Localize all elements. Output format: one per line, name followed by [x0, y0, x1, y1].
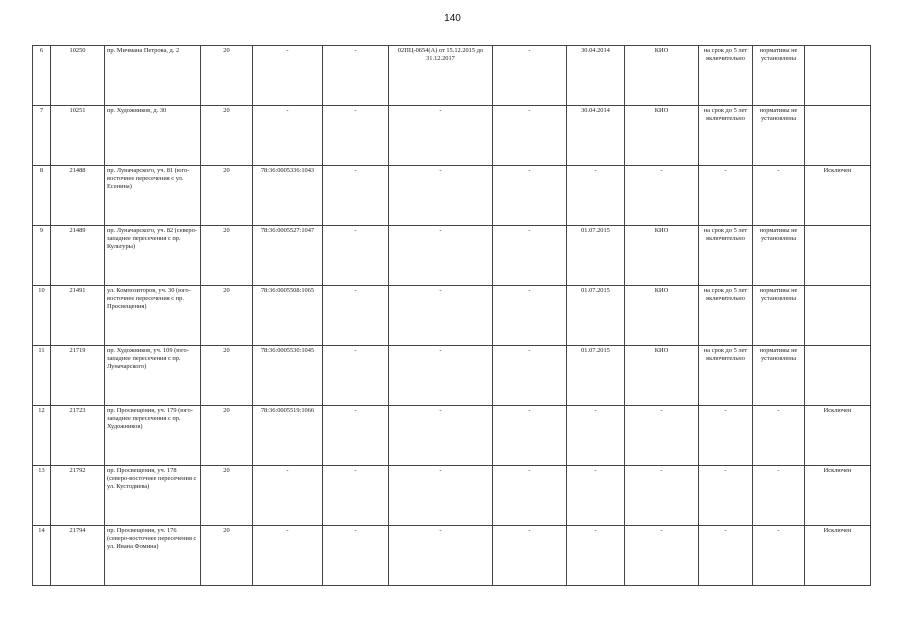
- cell-row-number: 8: [33, 166, 51, 226]
- cell-agreement: 02ПЦ-0654(А) от 15.12.2015 до 31.12.2017: [389, 46, 493, 106]
- cell-date: 01.07.2015: [567, 286, 625, 346]
- cell-row-number: 12: [33, 406, 51, 466]
- cell-zone: 20: [201, 466, 253, 526]
- cell-column-6: -: [323, 226, 389, 286]
- cell-norms: нормативы не установлены: [753, 46, 805, 106]
- cell-note: [805, 226, 871, 286]
- cell-code: 10251: [51, 106, 105, 166]
- table-row: [33, 346, 871, 406]
- cell-agreement: -: [389, 466, 493, 526]
- cell-term: на срок до 5 лет включительно: [699, 226, 753, 286]
- cell-note: Исключен: [805, 166, 871, 226]
- cell-date: 01.07.2015: [567, 346, 625, 406]
- cell-agreement: -: [389, 346, 493, 406]
- cell-zone: 20: [201, 166, 253, 226]
- cell-code: 21794: [51, 526, 105, 586]
- register-table: [32, 45, 871, 586]
- table-row: [33, 286, 871, 346]
- cell-address: пр. Художников, д. 30: [105, 106, 201, 166]
- cell-row-number: 10: [33, 286, 51, 346]
- cell-date: -: [567, 406, 625, 466]
- cell-agreement: -: [389, 526, 493, 586]
- cell-note: [805, 286, 871, 346]
- cell-code: 21488: [51, 166, 105, 226]
- cell-zone: 20: [201, 526, 253, 586]
- cell-column-6: -: [323, 526, 389, 586]
- cell-note: [805, 106, 871, 166]
- table-row: [33, 466, 871, 526]
- cell-row-number: 11: [33, 346, 51, 406]
- cell-cadastral-number: 78:36:0005519:1066: [253, 406, 323, 466]
- cell-norms: -: [753, 166, 805, 226]
- cell-column-6: -: [323, 166, 389, 226]
- cell-organization: КИО: [625, 106, 699, 166]
- cell-cadastral-number: 78:36:0005527:1047: [253, 226, 323, 286]
- cell-address: пр. Художников, уч. 109 (юго-западнее пересечения с пр. Луначарского): [105, 346, 201, 406]
- cell-agreement: -: [389, 286, 493, 346]
- cell-zone: 20: [201, 106, 253, 166]
- cell-date: -: [567, 166, 625, 226]
- cell-term: на срок до 5 лет включительно: [699, 346, 753, 406]
- cell-column-8: -: [493, 46, 567, 106]
- cell-row-number: 7: [33, 106, 51, 166]
- cell-norms: -: [753, 526, 805, 586]
- cell-row-number: 6: [33, 46, 51, 106]
- cell-cadastral-number: -: [253, 466, 323, 526]
- cell-term: на срок до 5 лет включительно: [699, 106, 753, 166]
- cell-zone: 20: [201, 346, 253, 406]
- cell-organization: КИО: [625, 346, 699, 406]
- cell-term: -: [699, 166, 753, 226]
- cell-address: пр. Мичмана Петрова, д. 2: [105, 46, 201, 106]
- cell-note: Исключен: [805, 466, 871, 526]
- cell-column-8: -: [493, 406, 567, 466]
- cell-date: 30.04.2014: [567, 46, 625, 106]
- cell-column-8: -: [493, 166, 567, 226]
- cell-date: -: [567, 526, 625, 586]
- cell-column-8: -: [493, 346, 567, 406]
- table-row: [33, 226, 871, 286]
- cell-code: 10250: [51, 46, 105, 106]
- cell-code: 21489: [51, 226, 105, 286]
- cell-term: на срок до 5 лет включительно: [699, 286, 753, 346]
- cell-norms: нормативы не установлены: [753, 346, 805, 406]
- cell-term: -: [699, 406, 753, 466]
- cell-column-8: -: [493, 226, 567, 286]
- cell-zone: 20: [201, 46, 253, 106]
- cell-address: пр. Просвещения, уч. 179 (юго-западнее пересечения с пр. Художников): [105, 406, 201, 466]
- cell-row-number: 13: [33, 466, 51, 526]
- cell-organization: КИО: [625, 46, 699, 106]
- cell-column-6: -: [323, 346, 389, 406]
- cell-column-8: -: [493, 286, 567, 346]
- cell-date: -: [567, 466, 625, 526]
- cell-address: пр. Луначарского, уч. 81 (юго-восточнее пересечения с ул. Есенина): [105, 166, 201, 226]
- cell-term: -: [699, 466, 753, 526]
- cell-column-6: -: [323, 286, 389, 346]
- cell-term: -: [699, 526, 753, 586]
- cell-note: Исключен: [805, 406, 871, 466]
- table-row: [33, 106, 871, 166]
- cell-column-6: -: [323, 466, 389, 526]
- cell-agreement: -: [389, 166, 493, 226]
- cell-organization: КИО: [625, 226, 699, 286]
- cell-column-6: -: [323, 406, 389, 466]
- cell-zone: 20: [201, 226, 253, 286]
- cell-term: на срок до 5 лет включительно: [699, 46, 753, 106]
- cell-cadastral-number: -: [253, 526, 323, 586]
- cell-organization: КИО: [625, 286, 699, 346]
- cell-organization: -: [625, 166, 699, 226]
- cell-date: 30.04.2014: [567, 106, 625, 166]
- cell-column-6: -: [323, 106, 389, 166]
- cell-organization: -: [625, 526, 699, 586]
- cell-note: [805, 46, 871, 106]
- cell-cadastral-number: 78:36:0005508:1065: [253, 286, 323, 346]
- cell-address: пр. Просвещения, уч. 176 (северо-восточнее пересечения с ул. Ивана Фомина): [105, 526, 201, 586]
- cell-organization: -: [625, 466, 699, 526]
- cell-code: 21491: [51, 286, 105, 346]
- cell-norms: -: [753, 466, 805, 526]
- cell-column-6: -: [323, 46, 389, 106]
- cell-norms: нормативы не установлены: [753, 226, 805, 286]
- cell-agreement: -: [389, 226, 493, 286]
- table-row: [33, 166, 871, 226]
- cell-cadastral-number: 78:36:0005336:1043: [253, 166, 323, 226]
- cell-norms: нормативы не установлены: [753, 286, 805, 346]
- cell-note: [805, 346, 871, 406]
- cell-code: 21719: [51, 346, 105, 406]
- cell-code: 21723: [51, 406, 105, 466]
- cell-address: пр. Просвещения, уч. 178 (северо-восточнее пересечения с ул. Кустодиева): [105, 466, 201, 526]
- cell-address: пр. Луначарского, уч. 82 (северо-западнее пересечения с пр. Культуры): [105, 226, 201, 286]
- cell-column-8: -: [493, 106, 567, 166]
- cell-row-number: 9: [33, 226, 51, 286]
- page-number: 140: [444, 13, 461, 24]
- cell-column-8: -: [493, 466, 567, 526]
- cell-zone: 20: [201, 406, 253, 466]
- cell-zone: 20: [201, 286, 253, 346]
- table-row: [33, 46, 871, 106]
- cell-cadastral-number: -: [253, 106, 323, 166]
- cell-cadastral-number: 78:36:0005530:1045: [253, 346, 323, 406]
- cell-address: ул. Композиторов, уч. 30 (юго-восточнее пересечения с пр. Просвещения): [105, 286, 201, 346]
- cell-agreement: -: [389, 106, 493, 166]
- cell-note: Исключен: [805, 526, 871, 586]
- cell-row-number: 14: [33, 526, 51, 586]
- cell-date: 01.07.2015: [567, 226, 625, 286]
- table-row: [33, 406, 871, 466]
- cell-norms: нормативы не установлены: [753, 106, 805, 166]
- cell-code: 21792: [51, 466, 105, 526]
- cell-norms: -: [753, 406, 805, 466]
- cell-column-8: -: [493, 526, 567, 586]
- cell-organization: -: [625, 406, 699, 466]
- cell-cadastral-number: -: [253, 46, 323, 106]
- table-row: [33, 526, 871, 586]
- cell-agreement: -: [389, 406, 493, 466]
